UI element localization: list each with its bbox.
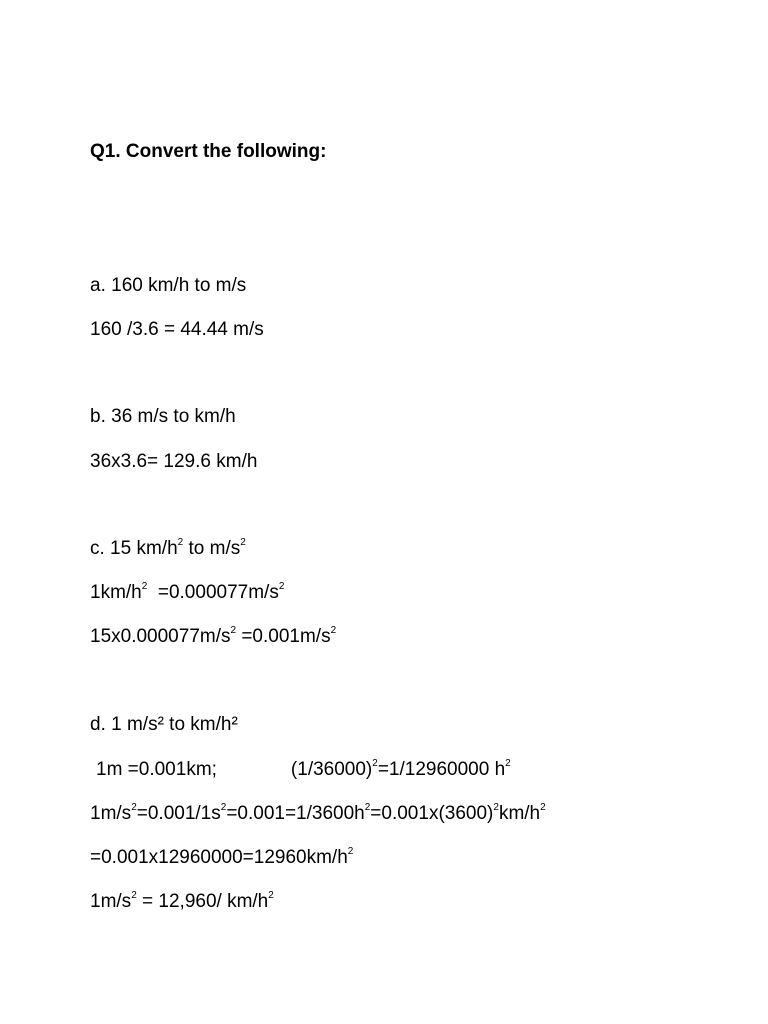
part-c-line2-text-1: 15x0.000077m/s — [90, 626, 231, 647]
superscript-2: 2 — [330, 624, 337, 636]
part-d-line-3 — [90, 846, 353, 870]
superscript-2: 2 — [141, 580, 148, 592]
part-b-question: b. 36 m/s to km/h — [90, 406, 236, 427]
part-d-line1-right-1: (1/36000) — [290, 759, 373, 780]
superscript-2: 2 — [493, 801, 499, 813]
part-a-answer: 160 /3.6 = 44.44 m/s — [90, 319, 264, 340]
part-d-line1-left: 1m =0.001km; — [96, 759, 217, 780]
superscript-2: 2 — [372, 757, 378, 769]
superscript-2: 2 — [230, 624, 237, 636]
part-d-line4-text-2: = 12,960/ km/h — [136, 891, 269, 912]
part-d-line-1 — [96, 758, 511, 782]
superscript-2: 2 — [505, 757, 511, 769]
part-d-line2-text-2: =0.001/1s — [136, 803, 221, 824]
superscript-2: 2 — [131, 889, 137, 901]
superscript-2: 2 — [540, 801, 546, 813]
part-c-line1-text-1: 1km/h — [90, 582, 142, 603]
part-d-line2-text-3: =0.001=1/3600h — [226, 803, 365, 824]
superscript-2: 2 — [347, 845, 354, 857]
part-d-line3-text-1: =0.001x12960000=12960km/h — [90, 847, 348, 868]
part-d-line2-text-1: 1m/s — [90, 803, 132, 824]
part-d-line4-text-1: 1m/s — [90, 891, 132, 912]
part-c-line-2 — [90, 625, 336, 649]
part-c-line1-text-2: =0.000077m/s — [147, 582, 279, 603]
part-d-question: d. 1 m/s² to km/h² — [90, 714, 238, 735]
superscript-2: 2 — [220, 801, 227, 813]
part-d-line2-text-4: =0.001x(3600) — [370, 803, 494, 824]
superscript-2: 2 — [364, 801, 371, 813]
superscript-2: 2 — [278, 580, 285, 592]
question-title: Q1. Convert the following: — [90, 141, 327, 162]
part-c-question-text-2: to m/s — [183, 538, 241, 559]
superscript-2: 2 — [131, 801, 137, 813]
part-c-question — [90, 537, 246, 561]
part-b-answer: 36x3.6= 129.6 km/h — [90, 451, 258, 472]
part-c-line2-text-2: =0.001m/s — [236, 626, 331, 647]
part-c-question-text-1: c. 15 km/h — [90, 538, 178, 559]
part-d-line2-text-5: km/h — [498, 803, 541, 824]
superscript-2: 2 — [240, 536, 246, 548]
part-c-line-1 — [90, 581, 284, 605]
part-d-line-4 — [90, 890, 274, 914]
superscript-2: 2 — [177, 536, 184, 548]
part-d-line-2 — [90, 802, 546, 826]
superscript-2: 2 — [268, 889, 274, 901]
part-a-question: a. 160 km/h to m/s — [90, 275, 247, 296]
part-d-line1-right-2: =1/12960000 h — [377, 759, 506, 780]
